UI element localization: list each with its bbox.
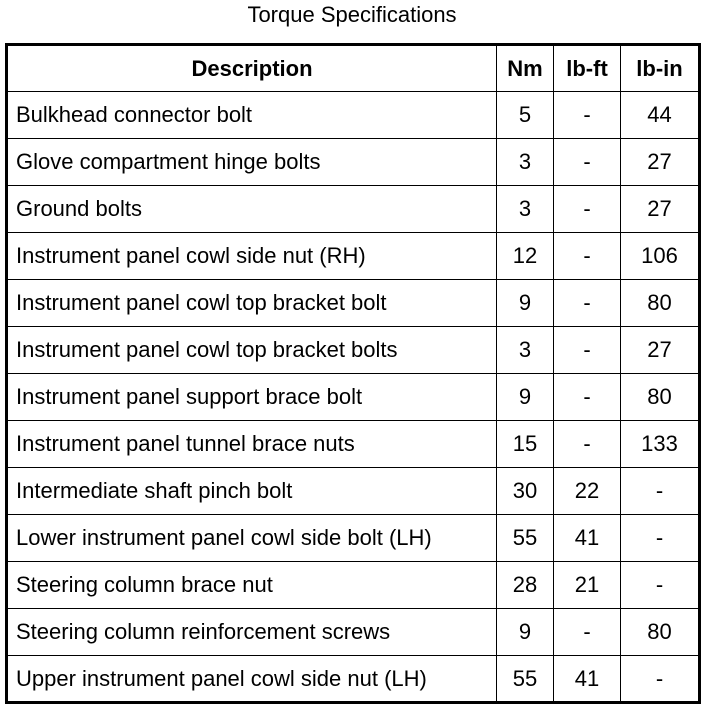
table-row — [7, 186, 700, 233]
header-row — [7, 45, 700, 92]
table-row — [7, 562, 700, 609]
cell-description: Steering column reinforcement screws — [7, 609, 497, 656]
table-row — [7, 374, 700, 421]
header-description: Description — [7, 45, 497, 92]
cell-description: Upper instrument panel cowl side nut (LH) — [7, 656, 497, 703]
table-row — [7, 656, 700, 703]
table-row — [7, 609, 700, 656]
cell-lbin: 106 — [621, 233, 700, 280]
cell-lbft: - — [554, 139, 621, 186]
cell-nm: 9 — [497, 374, 554, 421]
cell-nm: 12 — [497, 233, 554, 280]
cell-lbin: - — [621, 656, 700, 703]
cell-lbin: - — [621, 515, 700, 562]
header-lbft: lb-ft — [554, 45, 621, 92]
cell-nm: 9 — [497, 609, 554, 656]
cell-lbft: - — [554, 327, 621, 374]
cell-description: Bulkhead connector bolt — [7, 92, 497, 139]
cell-description: Instrument panel cowl top bracket bolts — [7, 327, 497, 374]
cell-lbft: 21 — [554, 562, 621, 609]
cell-nm: 5 — [497, 92, 554, 139]
cell-lbft: - — [554, 280, 621, 327]
cell-nm: 55 — [497, 656, 554, 703]
cell-nm: 9 — [497, 280, 554, 327]
table-row — [7, 421, 700, 468]
cell-lbft: - — [554, 421, 621, 468]
cell-description: Instrument panel cowl top bracket bolt — [7, 280, 497, 327]
cell-lbft: - — [554, 233, 621, 280]
cell-lbin: 44 — [621, 92, 700, 139]
cell-lbin: 27 — [621, 186, 700, 233]
cell-lbft: - — [554, 186, 621, 233]
table-row — [7, 233, 700, 280]
cell-lbft: - — [554, 609, 621, 656]
table-row — [7, 515, 700, 562]
cell-lbin: 80 — [621, 609, 700, 656]
table-row — [7, 280, 700, 327]
cell-lbin: - — [621, 562, 700, 609]
table-row — [7, 327, 700, 374]
cell-description: Ground bolts — [7, 186, 497, 233]
header-nm: Nm — [497, 45, 554, 92]
cell-lbin: 133 — [621, 421, 700, 468]
cell-description: Instrument panel cowl side nut (RH) — [7, 233, 497, 280]
table-row — [7, 139, 700, 186]
cell-lbin: 80 — [621, 280, 700, 327]
cell-lbin: 27 — [621, 327, 700, 374]
cell-lbft: - — [554, 374, 621, 421]
cell-lbft: 41 — [554, 656, 621, 703]
table-row — [7, 468, 700, 515]
cell-lbft: 41 — [554, 515, 621, 562]
cell-nm: 28 — [497, 562, 554, 609]
page-title: Torque Specifications — [247, 2, 457, 27]
header-lbin: lb-in — [621, 45, 700, 92]
torque-spec-table — [5, 43, 701, 704]
cell-lbin: 80 — [621, 374, 700, 421]
cell-nm: 3 — [497, 186, 554, 233]
cell-nm: 3 — [497, 327, 554, 374]
cell-nm: 30 — [497, 468, 554, 515]
cell-description: Steering column brace nut — [7, 562, 497, 609]
cell-nm: 3 — [497, 139, 554, 186]
cell-lbin: - — [621, 468, 700, 515]
cell-lbin: 27 — [621, 139, 700, 186]
cell-nm: 15 — [497, 421, 554, 468]
cell-description: Instrument panel tunnel brace nuts — [7, 421, 497, 468]
cell-description: Lower instrument panel cowl side bolt (LH) — [7, 515, 497, 562]
table-row — [7, 92, 700, 139]
cell-description: Glove compartment hinge bolts — [7, 139, 497, 186]
cell-lbft: 22 — [554, 468, 621, 515]
cell-description: Intermediate shaft pinch bolt — [7, 468, 497, 515]
cell-nm: 55 — [497, 515, 554, 562]
cell-description: Instrument panel support brace bolt — [7, 374, 497, 421]
cell-lbft: - — [554, 92, 621, 139]
